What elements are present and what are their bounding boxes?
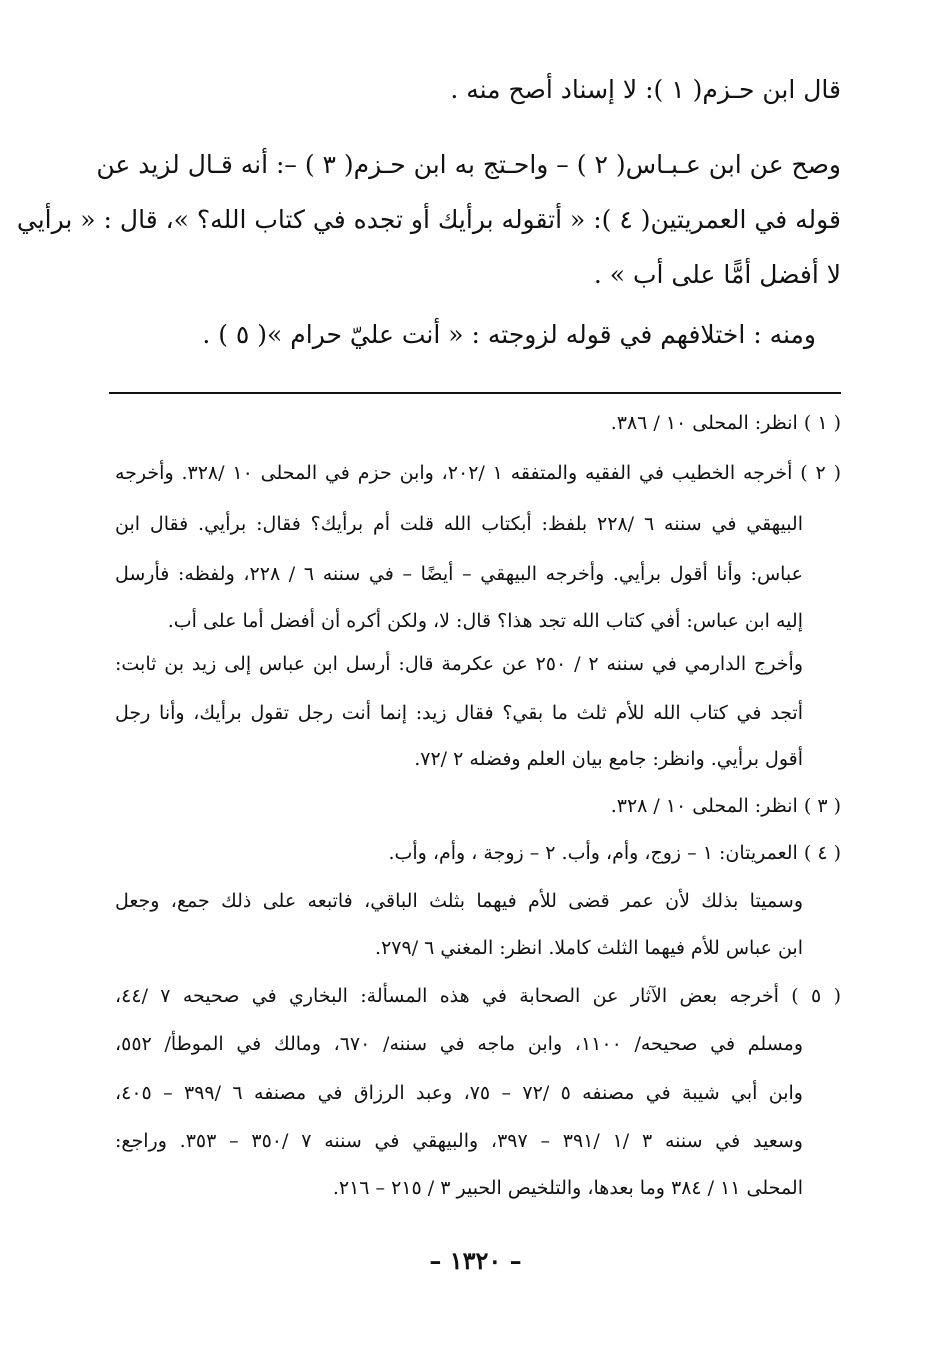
footnote-2-line-2: البيهقي في سننه ٦ /٢٢٨ بلفظ: أبكتاب الله قلت أم برأيك؟ فقال: برأيي. فقال ابن	[115, 513, 804, 535]
footnote-5-line-3: وابن أبي شيبة في مصنفه ٥ /٧٢ – ٧٥، وعبد الرزاق في مصنفه ٦ /٣٩٩ – ٤٠٥،	[115, 1082, 803, 1104]
footnote-3: ( ٣ ) انظر: المحلى ١٠ / ٣٢٨.	[610, 795, 841, 817]
footnote-2-line-1: ( ٢ ) أخرجه الخطيب في الفقيه والمتفقه ١ /٢٠٢، وابن حزم في المحلى ١٠ /٣٢٨. وأخرجه	[115, 462, 841, 484]
page-number: – ١٣٢٠ –	[429, 1246, 522, 1275]
footnote-5-line-4: وسعيد في سننه ٣ /١ /٣٩١ – ٣٩٧، والبيهقي في سننه ٧ /٣٥٠ – ٣٥٣. وراجع:	[115, 1130, 803, 1152]
footnote-5-line-2: ومسلم في صحيحه/ ١١٠٠، وابن ماجه في سننه/ ٦٧٠، ومالك في الموطأ/ ٥٥٢،	[115, 1033, 804, 1055]
main-paragraph-2-line-2: قوله في العمريتين( ٤ ): « أتقوله برأيك أو تجده في كتاب الله؟ »، قال : « برأيي	[16, 205, 841, 234]
footnote-separator	[109, 392, 841, 394]
footnote-2-line-6: أتجد في كتاب الله للأم ثلث ما بقي؟ فقال زيد: إنما أنت رجل تقول برأيك، وأنا رجل	[115, 702, 803, 724]
footnote-5-line-5: المحلى ١١ / ٣٨٤ وما بعدها، والتلخيص الحبير ٣ / ٢١٥ – ٢١٦.	[332, 1177, 803, 1199]
main-paragraph-2-line-1: وصح عن ابن عـبـاس( ٢ ) – واحـتج به ابن حـزم( ٣ ) –: أنه قـال لزيد عن	[96, 150, 841, 179]
footnote-4-line-3: ابن عباس للأم فيهما الثلث كاملا. انظر: المغني ٦ /٢٧٩.	[375, 937, 803, 959]
footnote-2-line-7: أقول برأيي. وانظر: جامع بيان العلم وفضله ٢ /٧٢.	[414, 748, 803, 770]
main-paragraph-3: ومنه : اختلافهم في قوله لزوجته : « أنت عليّ حرام »( ٥ ) .	[202, 320, 816, 349]
footnote-2-line-5: وأخرج الدارمي في سننه ٢ / ٢٥٠ عن عكرمة قال: أرسل ابن عباس إلى زيد بن ثابت:	[115, 653, 803, 675]
main-paragraph-2-line-3: لا أفضل أمًّا على أب » .	[593, 260, 841, 289]
footnote-4-line-1: ( ٤ ) العمريتان: ١ – زوج، وأم، وأب. ٢ – زوجة ، وأم، وأب.	[388, 842, 841, 864]
main-paragraph-1: قال ابن حـزم( ١ ): لا إسناد أصح منه .	[450, 75, 841, 104]
footnote-2-line-4: إليه ابن عباس: أفي كتاب الله تجد هذا؟ قال: لا، ولكن أكره أن أفضل أما على أب.	[167, 610, 803, 632]
footnote-1: ( ١ ) انظر: المحلى ١٠ / ٣٨٦.	[610, 412, 841, 434]
footnote-5-line-1: ( ٥ ) أخرجه بعض الآثار عن الصحابة في هذه المسألة: البخاري في صحيحه ٧ /٤٤،	[115, 985, 841, 1007]
footnote-2-line-3: عباس: وأنا أقول برأيي. وأخرجه البيهقي – أيضًا – في سننه ٦ / ٢٢٨، ولفظه: فأرسل	[115, 563, 803, 585]
footnote-4-line-2: وسميتا بذلك لأن عمر قضى للأم فيهما بثلث الباقي، فاتبعه على ذلك جمع، وجعل	[115, 890, 803, 912]
